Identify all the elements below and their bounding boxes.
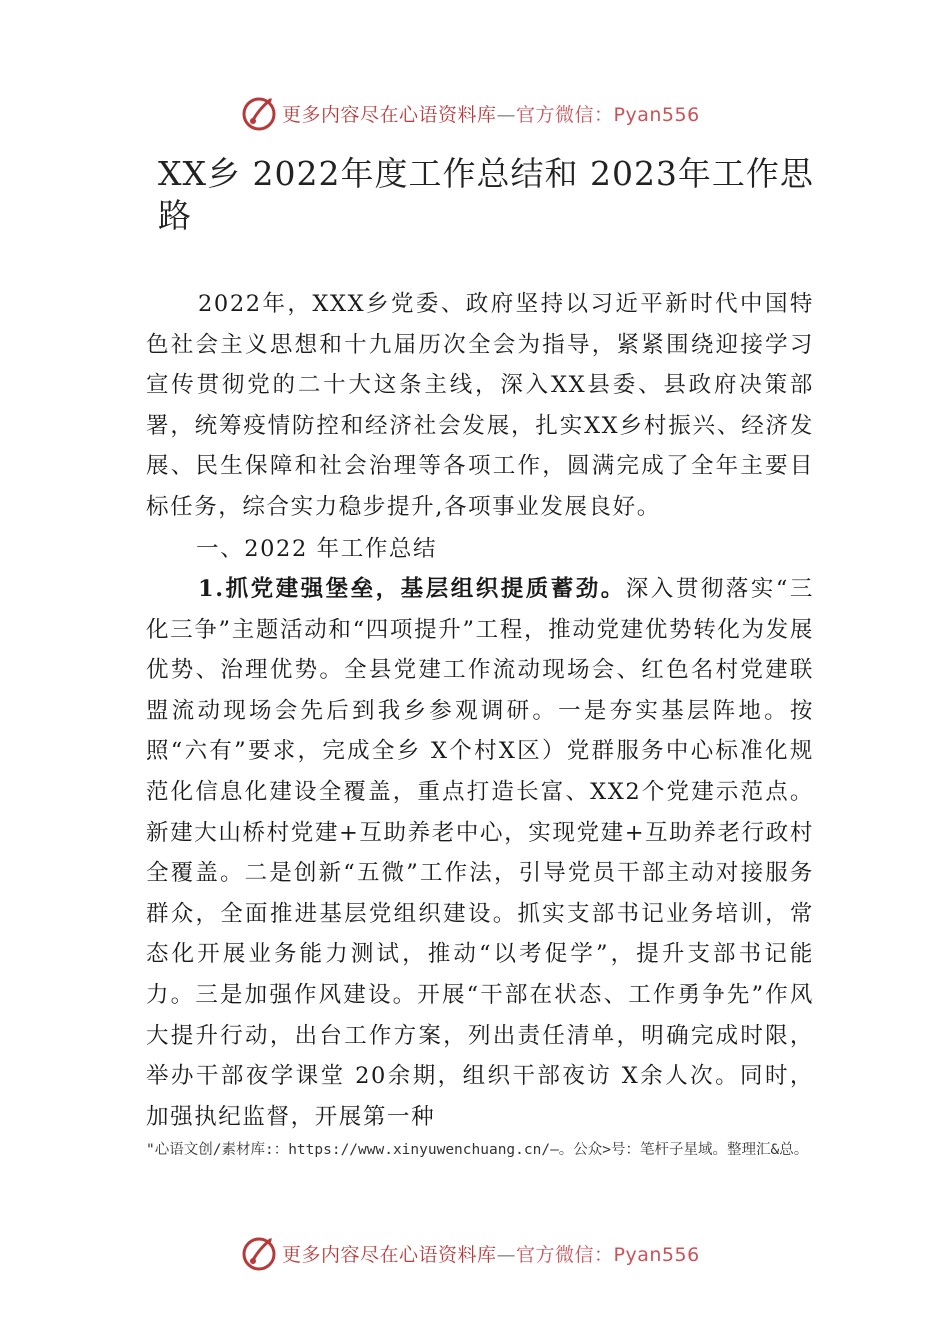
footer-watermark-banner [0, 1232, 950, 1276]
brush-logo-icon [240, 1234, 278, 1272]
document-title: XX乡 2022年度工作总结和 2023年工作思路 [158, 154, 814, 235]
item-lead: 1.抓党建强堡垒，基层组织提质蓄劲。 [198, 576, 626, 602]
item-paragraph [146, 569, 814, 1137]
banner-wechat: 官方微信：Pyan556 [516, 1244, 700, 1266]
banner-separator: — [496, 1244, 517, 1266]
banner-text: 更多内容尽在心语资料库 [282, 104, 497, 126]
footnote: "心语文创/素材库:：https://www.xinyuwenchuang.cn/—。公众>号：笔杆子星域。整理汇&总。 [146, 1142, 809, 1158]
brush-logo-icon [240, 94, 278, 132]
header-watermark-banner [0, 92, 950, 136]
banner-wechat: 官方微信：Pyan556 [516, 104, 700, 126]
section-heading: 一、2022 年工作总结 [196, 536, 438, 562]
banner-text: 更多内容尽在心语资料库 [282, 1244, 497, 1266]
intro-paragraph: 2022年，XXX乡党委、政府坚持以习近平新时代中国特色社会主义思想和十九届历次全会为指导，紧紧围绕迎接学习宣传贯彻党的二十大这条主线，深入XX县委、县政府决策部署，统筹疫情防控和经济社会发展，扎实XX乡村振兴、经济发展、民生保障和社会治理等各项工作，圆满完成了全年主要目标任务，综合实力稳步提升,各项事业发展良好。 [146, 291, 814, 520]
banner-separator: — [496, 104, 517, 126]
item-text: 深入贯彻落实“三化三争”主题活动和“四项提升”工程，推动党建优势转化为发展优势、治理优势。全县党建工作流动现场会、红色名村党建联盟流动现场会先后到我乡参观调研。一是夯实基层阵地。按照“六有”要求，完成全乡 X个村X区）党群服务中心标准化规范化信息化建设全覆盖，重点打造长富、XX2个党建示范点。新建大山桥村党建+互助养老中心，实现党建+互助养老行政村全覆盖。二是创新“五微”工作法，引导党员干部主动对接服务群众，全面推进基层党组织建设。抓实支部书记业务培训，常态化开展业务能力测试，推动“以考促学”，提升支部书记能力。三是加强作风建设。开展“干部在状态、工作勇争先”作风大提升行动，出台工作方案，列出责任清单，明确完成时限，举办干部夜学课堂 20余期，组织干部夜访 X余人次。同时，加强执纪监督，开展第一种 [146, 576, 814, 1130]
